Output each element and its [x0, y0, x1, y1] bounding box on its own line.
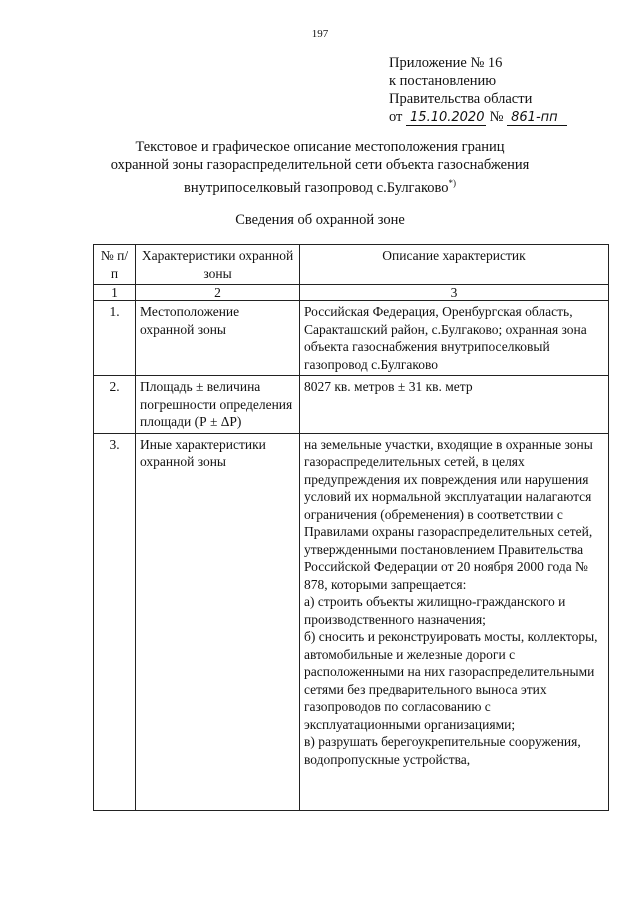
annex-title: Приложение № 16	[389, 55, 503, 71]
handwritten-date: 15.10.2020	[406, 110, 486, 126]
row-description: Российская Федерация, Оренбургская область, Саракташский район, с.Булгаково; охранная зона объекта газоснабжения внутрипоселковый газопровод с.Булгаково	[300, 301, 609, 376]
number-label: №	[489, 109, 504, 125]
restriction-item: б) сносить и реконструировать мосты, коллекторы, автомобильные и железные дороги с расположенными на них газораспределительными сетями без предварительного выноса этих газопроводов по согласованию с эксплуатационными организациями;	[304, 629, 598, 732]
table-header-row	[94, 245, 609, 285]
header-characteristics: Характеристики охранной зоны	[136, 245, 300, 285]
column-number: 2	[136, 285, 300, 301]
table-row	[94, 376, 609, 434]
document-title	[60, 138, 580, 197]
column-number-row	[94, 285, 609, 301]
row-name: Площадь ± величина погрешности определения площади (Р ± ΔР)	[136, 376, 300, 434]
annex-block	[389, 54, 567, 126]
title-line-3: внутрипоселковый газопровод с.Булгаково*)	[184, 178, 456, 196]
page-number: 197	[311, 28, 329, 40]
row-number: 2.	[94, 376, 136, 434]
row-description: 8027 кв. метров ± 31 кв. метр	[300, 376, 609, 434]
restriction-item: в) разрушать берегоукрепительные сооружения, водопропускные устройства,	[304, 734, 581, 767]
annex-line-decree: к постановлению	[389, 73, 497, 89]
annex-line-government: Правительства области	[389, 91, 533, 107]
column-number: 3	[300, 285, 609, 301]
restriction-item: а) строить объекты жилищно-гражданского и производственного назначения;	[304, 594, 566, 627]
handwritten-number: 861-пп	[507, 110, 567, 126]
table-continuation	[94, 770, 609, 811]
row-name: Иные характеристики охранной зоны	[136, 433, 300, 770]
title-line-1: Текстовое и графическое описание местоположения границ	[135, 139, 505, 155]
annex-date-line	[389, 108, 567, 126]
title-line-2: охранной зоны газораспределительной сети объекта газоснабжения	[110, 157, 530, 173]
row-name: Местоположение охранной зоны	[136, 301, 300, 376]
column-number: 1	[94, 285, 136, 301]
header-number: № п/п	[94, 245, 136, 285]
table-row	[94, 433, 609, 770]
row-number: 1.	[94, 301, 136, 376]
footnote-mark: *)	[448, 178, 456, 188]
row-description	[300, 433, 609, 770]
protection-zone-table	[93, 244, 609, 811]
table-row	[94, 301, 609, 376]
from-label: от	[389, 109, 403, 125]
row-number: 3.	[94, 433, 136, 770]
section-subtitle: Сведения об охранной зоне	[235, 212, 405, 228]
header-description: Описание характеристик	[300, 245, 609, 285]
restrictions-intro: на земельные участки, входящие в охранные зоны газораспределительных сетей, в целях предупреждения их повреждения или нарушения условий их нормальной эксплуатации налагаются ограничения (обременения) в соответствии с Правилами охраны газораспределительных сетей, утвержденными постановлением Правительства Российской Федерации от 20 ноября 2000 года № 878, которыми запрещается:	[304, 436, 593, 592]
